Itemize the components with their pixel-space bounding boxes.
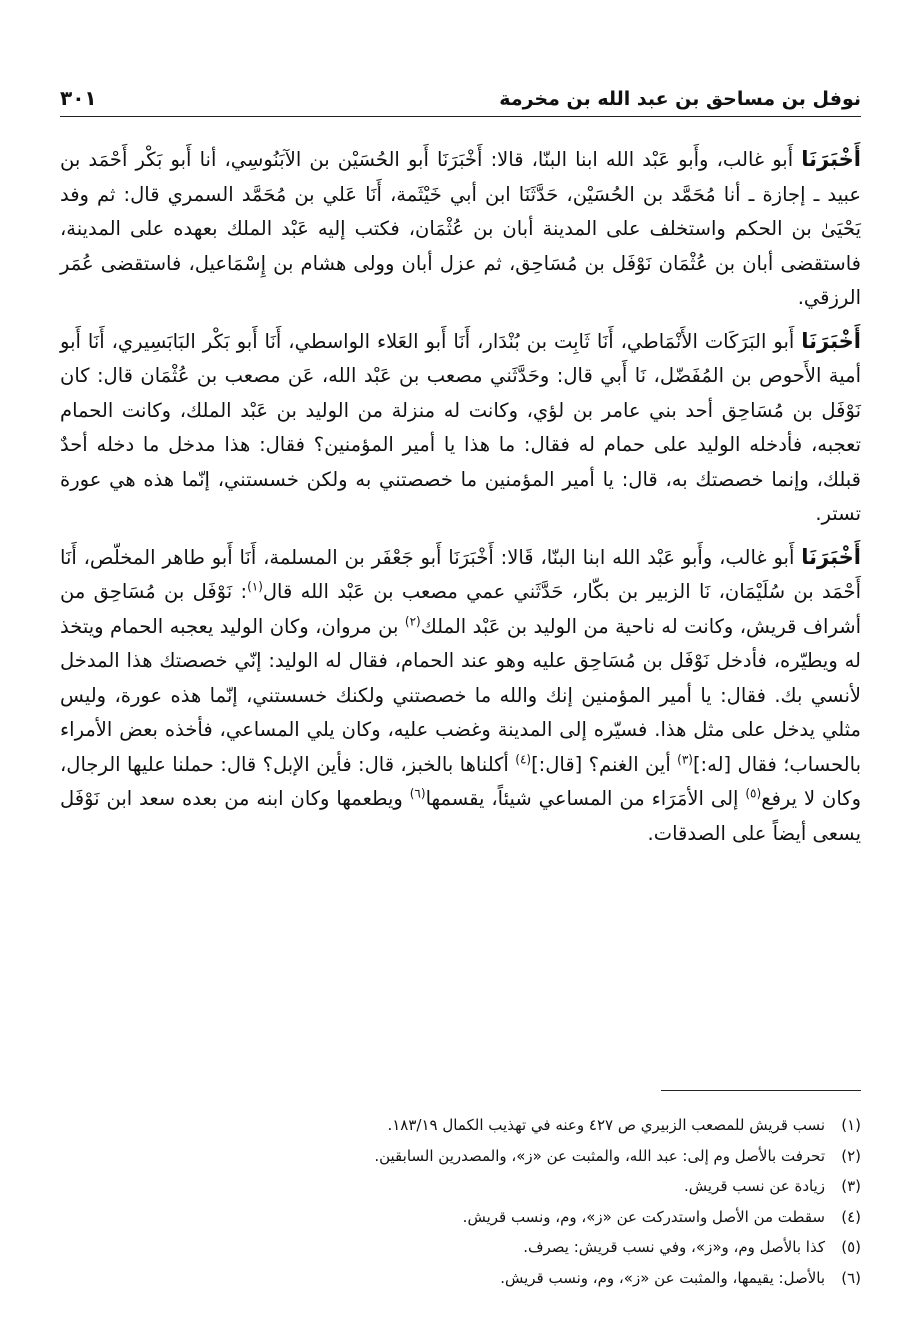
footnotes (60, 1110, 861, 1293)
paragraph-text: بن مروان، وكان الوليد يعجبه الحمام ويتخذ له ويطيّره، فأدخل نَوْفَل بن مُسَاحِق عليه وهو عند الحمام، فقال له الوليد: إنّي خصصتك هذا المدخل لأنسي بك. فقال: يا أمير المؤمنين إنك والله ما خصصتني ولكنك خسستني، إنّما هذه عورة، وليس مثلي يدخل على مثل هذا. فسيّره إلى المدينة وغضب عليه، وكان يلي المساعي، فأخذه بعض الأمراء بالحساب؛ فقال [له:] (60, 614, 861, 776)
paragraph-text: أكلناها بالخبز، قال: فأين الإبل؟ قال: حملنا عليها الرجال، وكان لا يرفع (60, 752, 861, 810)
paragraph-text: إلى الأمَرَاء من المساعي شيئاً، يقسمها (425, 787, 746, 810)
footnote-text: زيادة عن نسب قريش. (684, 1177, 825, 1195)
footnote-4 (60, 1202, 861, 1233)
footnote-ref-4[interactable]: (٤) (515, 752, 532, 766)
main-text (60, 142, 861, 859)
footnote-text: كذا بالأصل وم، و«ز»، وفي نسب قريش: يصرف. (523, 1238, 825, 1256)
footnote-number: (٢) (841, 1146, 861, 1165)
paragraph-2 (60, 324, 861, 532)
footnote-number: (١) (841, 1116, 861, 1134)
footnote-text: تحرفت بالأصل وم إلى: عبد الله، والمثبت عن «ز»، والمصدرين السابقين. (374, 1146, 825, 1165)
footnote-1 (60, 1110, 861, 1141)
footnote-text: بالأصل: يقيمها، والمثبت عن «ز»، وم، ونسب قريش. (500, 1268, 825, 1287)
running-title: نوفل بن مساحق بن عبد الله بن مخرمة (499, 88, 861, 110)
isnad-lead-word: أَخْبَرَنَا (801, 544, 861, 569)
footnote-3 (60, 1171, 861, 1202)
footnote-number: (٤) (841, 1207, 861, 1226)
footnote-ref-1[interactable]: (١) (247, 579, 263, 594)
footnote-2 (60, 1141, 861, 1172)
footnote-number: (٦) (841, 1268, 861, 1287)
page-number: ٣٠١ (60, 86, 97, 110)
footnote-ref-2[interactable]: (٢) (404, 614, 421, 628)
paragraph-text: أين الغنم؟ [قال:] (531, 752, 678, 776)
header-rule (60, 116, 861, 117)
paragraph-text: أَبو غالب، وأَبو عَبْد الله ابنا البنّا، قالا: أَخْبَرَنَا أَبو الحُسَيْن بن الآبَنُوسِي، أنا أَبو بَكْر أَحْمَد بن عبيد ـ إجازة ـ أنا مُحَمَّد بن الحُسَيْن، حَدَّثَنَا ابن أبي خَيْثَمة، أَنَا عَلي بن مُحَمَّد السمري قال: ثم وفد يَحْيَىٰ بن الحكم واستخلف على المدينة أبان بن عُثْمَان، فكتب إليه عَبْد الملك بعهده على المدينة، فاستقضى أبان بن عُثْمَان نَوْفَل بن مُسَاحِق، ثم عزل أبان وولى هشام بن إِسْمَاعيل، فاستقضى عُمَر الرزقي. (60, 148, 861, 309)
isnad-lead-word: أَخْبَرَنَا (801, 147, 861, 171)
footnote-number: (٣) (841, 1177, 861, 1195)
footnote-ref-3[interactable]: (٣) (677, 752, 693, 766)
footnote-5 (60, 1232, 861, 1263)
paragraph-text: أَبو البَرَكَات الأَنْمَاطي، أَنَا ثَابِت بن بُنْدَار، أَنَا أَبو العَلاء الواسطي، أَنَا أَبو بَكْر البَابَسِيري، أَنَا أَبو أمية الأَحوص بن المُفَضّل، نَا أَبي قال: وحَدَّثَني مصعب بن عَبْد الله، عَن مصعب بن عُثْمَان قال: كان نَوْفَل بن مُسَاحِق أحد بني عامر بن لؤي، وكانت له منزلة من الوليد بن عَبْد الملك، وكانت الحمام تعجبه، فأدخله الوليد على حمام له فقال: ما هذا يا أمير المؤمنين؟ فقال: هذا مدخل ما دخله أحدٌ قبلك، وإنما خصصتك به، قال: يا أمير المؤمنين ما خصصتني به ولكن خسستني، إنّما هذه هي عورة تستر. (60, 329, 861, 525)
page-header (60, 70, 861, 110)
paragraph-text: ويطعمها وكان ابنه من بعده سعد ابن نَوْفَل يسعى أيضاً على الصدقات. (60, 787, 861, 845)
footnote-text: نسب قريش للمصعب الزبيري ص ٤٢٧ وعنه في تهذيب الكمال ١٨٣/١٩. (387, 1116, 825, 1134)
paragraph-text: : نَوْفَل بن مُسَاحِق من أشراف قريش، وكانت له ناحية من الوليد بن عَبْد الملك (60, 580, 861, 638)
footnote-number: (٥) (841, 1238, 861, 1256)
footnote-ref-5[interactable]: (٥) (745, 786, 762, 801)
paragraph-3 (60, 540, 861, 852)
footnote-ref-6[interactable]: (٦) (409, 786, 426, 801)
footnote-text: سقطت من الأصل واستدركت عن «ز»، وم، ونسب قريش. (462, 1207, 825, 1226)
isnad-lead-word: أَخْبَرَنَا (801, 328, 861, 353)
footnote-6 (60, 1263, 861, 1294)
footnote-separator (661, 1090, 861, 1091)
paragraph-text: أَبو غالب، وأَبو عَبْد الله ابنا البنّا، قَالا: أَخْبَرَنَا أَبو جَعْفَر بن المسلمة، أَنَا أَبو طاهر المخلّص، أَنَا أَحْمَد بن سُلَيْمَان، نَا الزبير بن بكّار، حَدَّثَني عمي مصعب بن عَبْد الله قال (60, 545, 861, 603)
paragraph-1 (60, 142, 861, 316)
